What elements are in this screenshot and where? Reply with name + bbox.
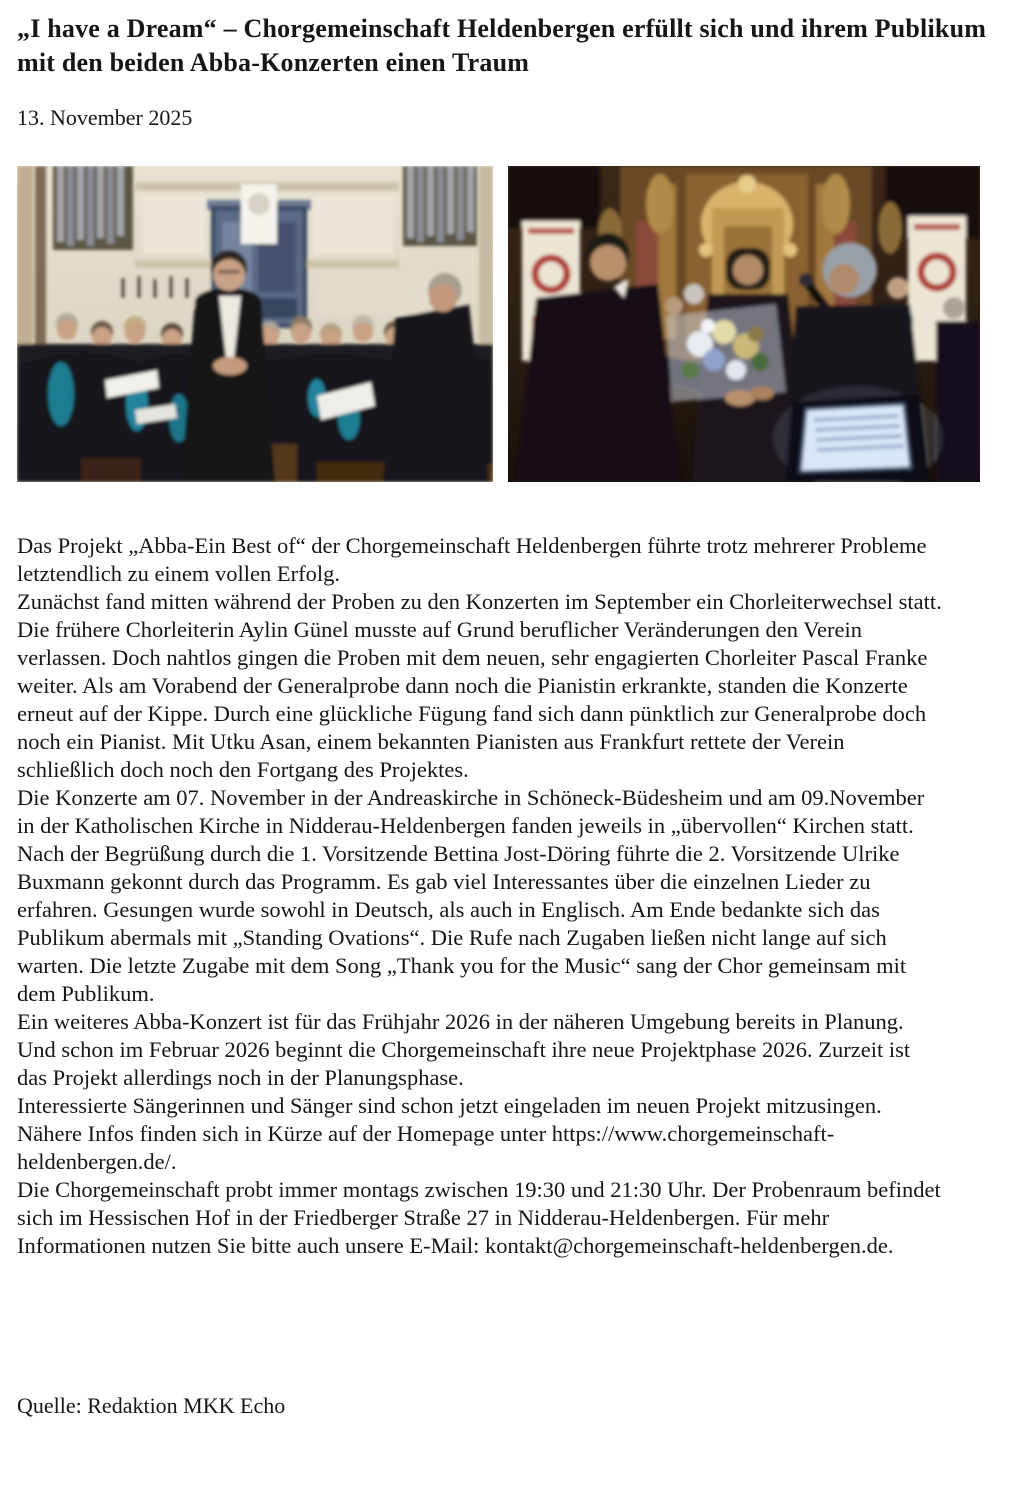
photo-flower-presentation [508,166,980,482]
article-title: „I have a Dream“ – Chorgemeinschaft Heldenbergen erfüllt sich und ihrem Publikum mit den beiden Abba-Konzerten einen Traum [17,14,987,77]
photo-choir-church-image [17,166,493,482]
body-paragraph: Die Konzerte am 07. November in der Andreaskirche in Schöneck-Büdesheim und am 09.November in der Katholischen Kirche in Nidderau-Heldenbergen fanden jeweils in „übervollen“ Kirchen statt. Nach der Begrüßung durch die 1. Vorsitzende Bettina Jost-Döring führte die 2. Vorsitzende Ulrike Buxmann gekonnt durch das Programm. Es gab viel Interessantes über die einzelnen Lieder zu erfahren. Gesungen wurde sowohl in Deutsch, als auch in Englisch. Am Ende bedankte sich das Publikum abermals mit „Standing Ovations“. Die Rufe nach Zugaben ließen nicht lange auf sich warten. Die letzte Zugabe mit dem Song „Thank you for the Music“ sang der Chor gemeinsam mit dem Publikum. [17,785,925,1006]
body-paragraph: Die Chorgemeinschaft probt immer montags zwischen 19:30 und 21:30 Uhr. Der Probenraum befindet sich im Hessischen Hof in der Friedberger Straße 27 in Nidderau-Heldenbergen. Für mehr Informationen nutzen Sie bitte auch unsere E-Mail: kontakt@chorgemeinschaft-heldenbergen.de. [17,1177,941,1258]
article-date: 13. November 2025 [17,105,193,130]
photo-row [17,166,1024,482]
body-paragraph: Ein weiteres Abba-Konzert ist für das Frühjahr 2026 in der näheren Umgebung bereits in Planung. Und schon im Februar 2026 beginnt die Chorgemeinschaft ihre neue Projektphase 2026. Zurzeit ist das Projekt allerdings noch in der Planungsphase. [17,1009,911,1090]
photo-choir-church [17,166,493,482]
body-paragraph: Zunächst fand mitten während der Proben zu den Konzerten im September ein Chorleiterwechsel statt. Die frühere Chorleiterin Aylin Günel musste auf Grund beruflicher Veränderungen den Verein verlassen. Doch nahtlos gingen die Proben mit dem neuen, sehr engagierten Chorleiter Pascal Franke weiter. Als am Vorabend der Generalprobe dann noch die Pianistin erkrankte, standen die Konzerte erneut auf der Kippe. Durch eine glückliche Fügung fand sich dann pünktlich zur Generalprobe doch noch ein Pianist. Mit Utku Asan, einem bekannten Pianisten aus Frankfurt rettete der Verein schließlich doch noch den Fortgang des Projektes. [17,589,942,782]
source-line: Quelle: Redaktion MKK Echo [17,1393,286,1418]
body-paragraph: Das Projekt „Abba-Ein Best of“ der Chorgemeinschaft Heldenbergen führte trotz mehrerer Probleme letztendlich zu einem vollen Erfolg. [17,533,927,586]
photo-flower-presentation-image [508,166,980,482]
article-body [17,532,945,1260]
body-paragraph: Interessierte Sängerinnen und Sänger sind schon jetzt eingeladen im neuen Projekt mitzusingen. Nähere Infos finden sich in Kürze auf der Homepage unter https://www.chorgemeinschaft-heldenbergen.de/. [17,1093,882,1174]
